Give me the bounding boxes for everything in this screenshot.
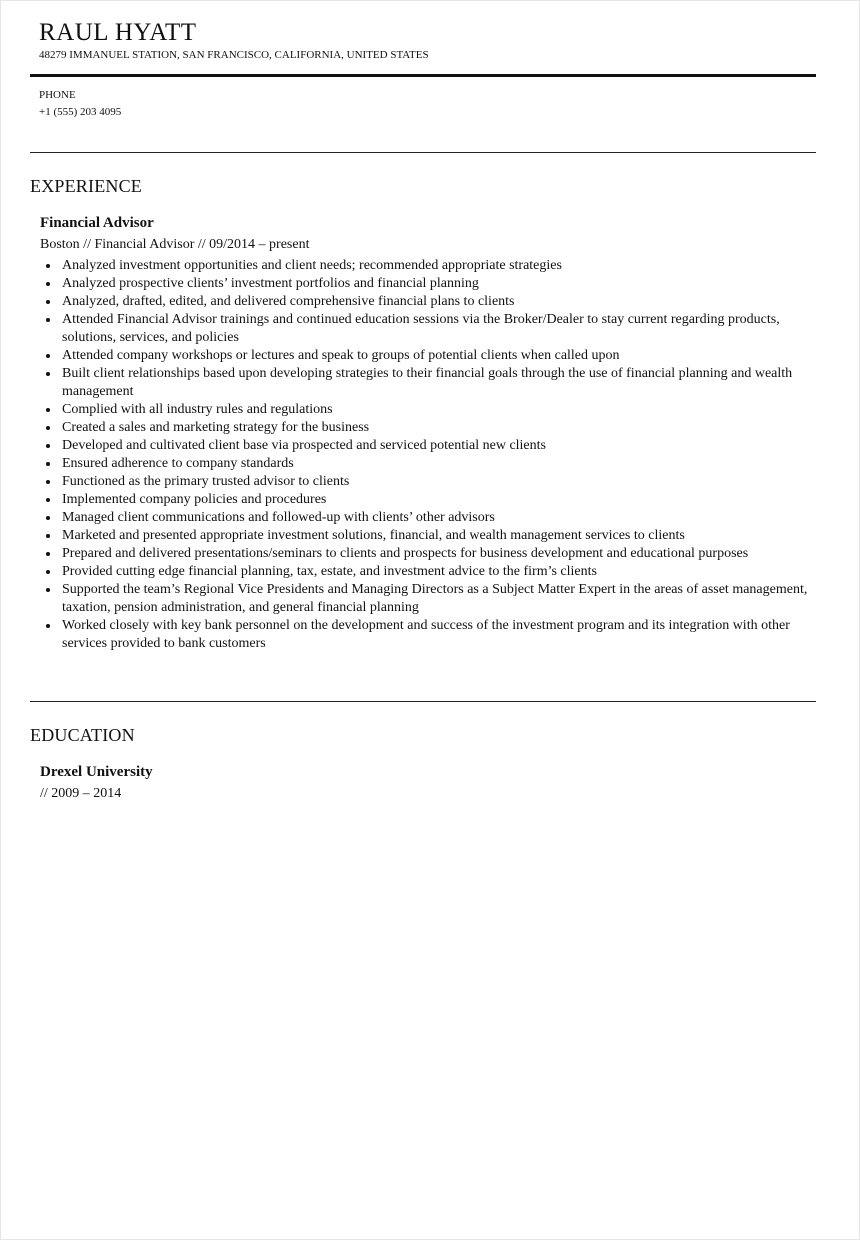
bullet-text: Created a sales and marketing strategy for the business	[62, 420, 370, 435]
bullet-text: Provided cutting edge financial planning, tax, estate, and investment advice to the firm’s clients	[62, 564, 597, 579]
phone-value: +1 (555) 203 4095	[39, 106, 122, 118]
list-item	[40, 509, 810, 527]
bullet-text: Supported the team’s Regional Vice Presidents and Managing Directors as a Subject Matter Expert in the areas of asset management, taxation, pension administration, and general financial planning	[62, 582, 808, 615]
list-item	[40, 257, 810, 275]
bullet-icon	[46, 516, 50, 520]
bullet-text: Developed and cultivated client base via prospected and serviced potential new clients	[62, 438, 546, 453]
list-item	[40, 581, 810, 617]
list-item	[40, 311, 810, 347]
list-item	[40, 401, 810, 419]
bullet-text: Analyzed, drafted, edited, and delivered comprehensive financial plans to clients	[62, 294, 515, 309]
bullet-icon	[46, 588, 50, 592]
bullet-icon	[46, 372, 50, 376]
bullet-icon	[46, 282, 50, 286]
school-meta: // 2009 – 2014	[40, 786, 122, 801]
bullet-text: Managed client communications and followed-up with clients’ other advisors	[62, 510, 495, 525]
bullet-text: Attended Financial Advisor trainings and continued education sessions via the Broker/Dealer to stay current regarding products, solutions, services, and policies	[62, 312, 780, 345]
bullet-text: Attended company workshops or lectures and speak to groups of potential clients when called upon	[62, 348, 620, 363]
bullet-icon	[46, 444, 50, 448]
list-item	[40, 455, 810, 473]
bullet-icon	[46, 462, 50, 466]
list-item	[40, 473, 810, 491]
candidate-address: 48279 IMMANUEL STATION, SAN FRANCISCO, CALIFORNIA, UNITED STATES	[39, 49, 429, 61]
bullet-icon	[46, 570, 50, 574]
experience-divider	[30, 152, 816, 153]
list-item	[40, 563, 810, 581]
bullet-icon	[46, 354, 50, 358]
list-item	[40, 617, 810, 653]
bullet-text: Worked closely with key bank personnel on the development and success of the investment program and its integration with other services provided to bank customers	[62, 618, 790, 651]
bullet-text: Prepared and delivered presentations/seminars to clients and prospects for business development and educational purposes	[62, 546, 749, 561]
job-title: Financial Advisor	[40, 215, 154, 231]
list-item	[40, 347, 810, 365]
bullet-text: Built client relationships based upon developing strategies to their financial goals through the use of financial planning and wealth management	[62, 366, 793, 399]
bullet-text: Implemented company policies and procedures	[62, 492, 327, 507]
bullet-icon	[46, 408, 50, 412]
education-heading: EDUCATION	[30, 725, 135, 745]
list-item	[40, 437, 810, 455]
bullet-text: Analyzed prospective clients’ investment portfolios and financial planning	[62, 276, 479, 291]
bullet-icon	[46, 552, 50, 556]
bullet-text: Marketed and presented appropriate investment solutions, financial, and wealth management services to clients	[62, 528, 685, 543]
bullet-text: Analyzed investment opportunities and client needs; recommended appropriate strategies	[62, 258, 562, 273]
bullet-icon	[46, 480, 50, 484]
bullet-icon	[46, 624, 50, 628]
list-item	[40, 419, 810, 437]
experience-heading: EXPERIENCE	[30, 176, 142, 196]
bullet-icon	[46, 264, 50, 268]
bullet-text: Ensured adherence to company standards	[62, 456, 294, 471]
candidate-name: RAUL HYATT	[39, 19, 197, 46]
list-item	[40, 491, 810, 509]
bullet-icon	[46, 318, 50, 322]
education-divider	[30, 701, 816, 702]
phone-label: PHONE	[39, 89, 76, 101]
bullet-icon	[46, 300, 50, 304]
school-name: Drexel University	[40, 764, 153, 780]
bullet-text: Functioned as the primary trusted advisor to clients	[62, 474, 350, 489]
header-divider	[30, 74, 816, 77]
list-item	[40, 545, 810, 563]
list-item	[40, 527, 810, 545]
bullet-icon	[46, 534, 50, 538]
list-item	[40, 275, 810, 293]
list-item	[40, 365, 810, 401]
list-item	[40, 293, 810, 311]
bullet-icon	[46, 426, 50, 430]
bullet-icon	[46, 498, 50, 502]
bullet-text: Complied with all industry rules and regulations	[62, 402, 333, 417]
experience-bullet-list	[40, 257, 810, 653]
job-meta: Boston // Financial Advisor // 09/2014 – present	[40, 237, 310, 252]
